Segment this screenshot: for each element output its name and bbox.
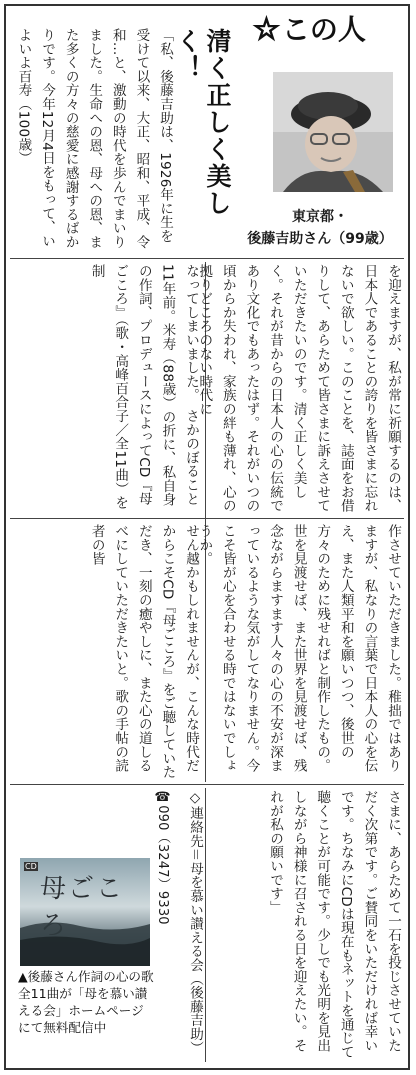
person-name-age: 後藤吉助さん（99歳） <box>247 231 393 247</box>
cd-cover <box>20 858 150 966</box>
star-icon: ☆ <box>253 12 280 47</box>
phone-number: ☎090（3247）9330 <box>155 790 170 925</box>
divider-lower <box>10 784 404 785</box>
cd-caption: ▲後藤さん作詞の心の歌全11曲が「母を慕い讃える会」ホームページにて無料配信中 <box>18 969 154 1035</box>
section-heading <box>253 8 403 52</box>
cd-label-icon: CD <box>25 862 37 871</box>
section-title: この人 <box>281 13 366 46</box>
cd-title: 母ごこ <box>40 874 125 904</box>
article-right-upper: を迎えますが、私が常に祈願するのは、日本人であることの誇りを皆さまに忘れないで欲しい。このことを、誌面をお借りして、あらためて皆さまに訴えさせていただきたいのです。清く正しく美しく。それが昔からの日本人の心の伝統であり文化でもあったはず。それがいつの頃からか失われ、家族の絆も薄れ、心の拠りどころのない時代に <box>196 264 401 513</box>
headline: 清く正しく美しく！ <box>173 28 232 217</box>
portrait-illustration <box>273 72 393 192</box>
portrait-photo <box>273 72 393 192</box>
article-right-lower: さまに、あらためて一石を投じさせていただく次第です。ご賛同をいただければ幸いです。ちなみにCDは現在もネットを通じて聴くことが可能です。少しでも光明を見出しながら神様に召される日を迎えたい。それが私の願いです」 <box>267 790 401 1059</box>
article-opening: 「私、後藤吉助は、1926年に生を受けて以来、大正、昭和、平成、令和…と、激動の時代を歩んでまいりました。生命への恩、母への恩、また多くの方々の慈愛に感謝するばかりです。今年12月4日をもって、いよいよ百寿（100歳） <box>15 28 173 249</box>
contact-info: ◇連絡先＝母を慕い讃える会（後藤吉助） <box>187 790 203 1055</box>
article-right-middle: 作させていただきました。稚拙ではありますが、私なりの言葉で日本人の心を伝え、また人類平和を願いつつ、後世の方々のために残せればと制作したもの。世を見渡せば、また世界を見渡せば、残念ながらますます人々の心の不安が深まっているような気がしてなりません。今こそ皆が心を合わせる時ではないでしょうか。 <box>196 524 401 773</box>
person-location: 東京都・ <box>292 209 348 225</box>
cd-landscape-illustration <box>20 858 150 966</box>
divider-middle <box>10 518 404 519</box>
article-left-middle: せん越かもしれませんが、こんな時代だからこそCD『母ごころ』をご聴していただき、一刻の癒やしに、また心の道しるべにしていただきたいと。歌の手帖の読者の皆 <box>88 524 199 779</box>
divider-upper <box>10 258 404 259</box>
article-left-upper: なってしまいました。 さかのぼること11年前。米寿（88歳）の折に、私自身の作詞、プロデュースによってCD『母ごころ』（歌・高峰百合子／全11曲）を制 <box>88 264 199 510</box>
person-caption <box>232 206 408 250</box>
